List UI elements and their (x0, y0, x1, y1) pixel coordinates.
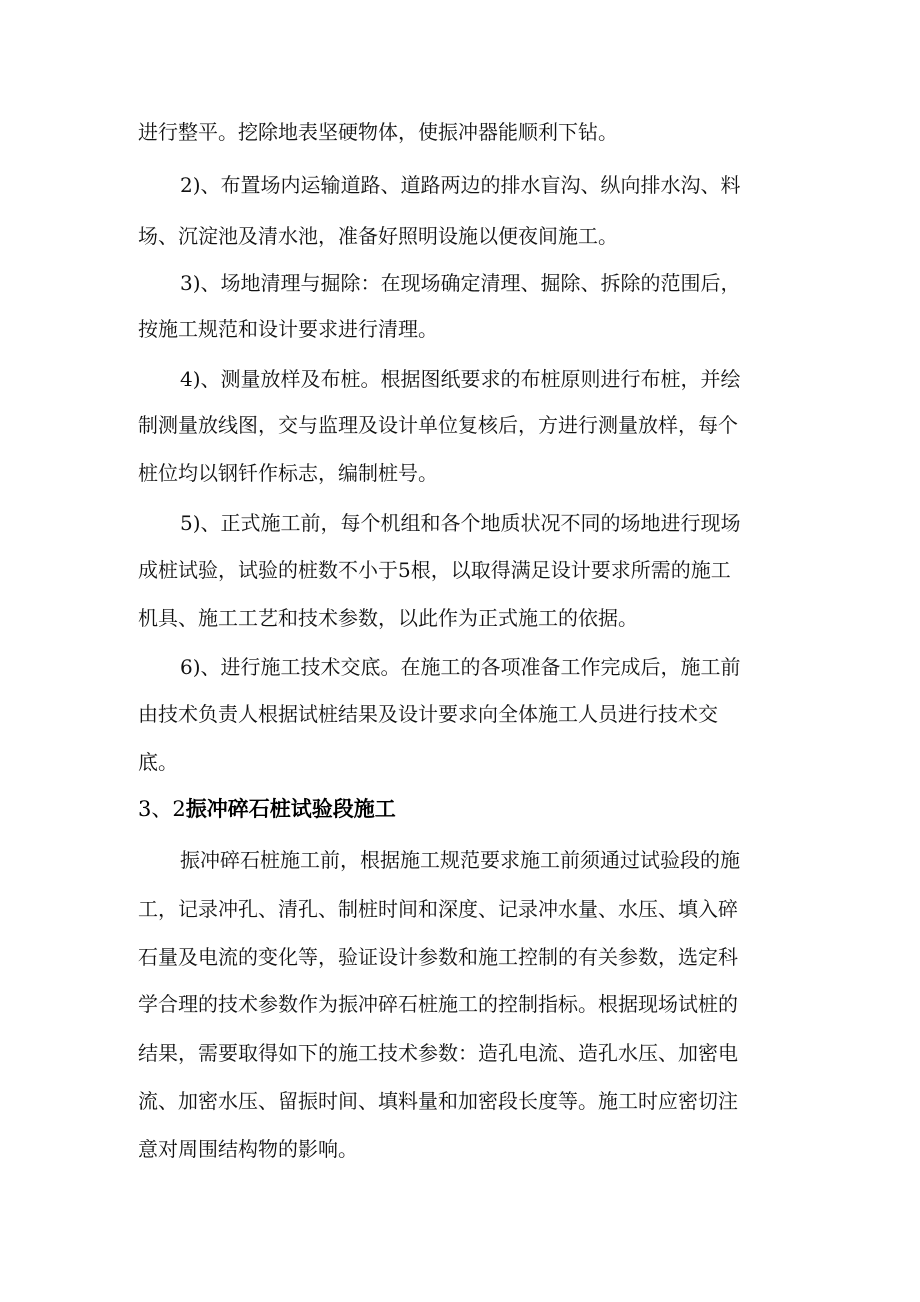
paragraph-line: 成桩试验，试验的桩数不小于5根，以取得满足设计要求所需的施工 (138, 558, 731, 582)
paragraph-line: 5)、正式施工前，每个机组和各个地质状况不同的场地进行现场 (180, 511, 741, 535)
paragraph-line: 结果，需要取得如下的施工技术参数：造孔电流、造孔水压、加密电 (138, 1041, 738, 1065)
paragraph-line: 场、沉淀池及清水池，准备好照明设施以便夜间施工。 (138, 224, 618, 248)
paragraph-line: 3)、场地清理与掘除：在现场确定清理、掘除、拆除的范围后， (180, 271, 741, 295)
paragraph-line: 流、加密水压、留振时间、填料量和加密段长度等。施工时应密切注 (138, 1089, 738, 1113)
paragraph-line: 意对周围结构物的影响。 (138, 1137, 358, 1161)
paragraph-line: 由技术负责人根据试桩结果及设计要求向全体施工人员进行技术交 (138, 702, 718, 726)
paragraph-line: 振冲碎石桩施工前，根据施工规范要求施工前须通过试验段的施 (180, 848, 740, 872)
paragraph-line: 按施工规范和设计要求进行清理。 (138, 317, 438, 341)
paragraph-line: 工，记录冲孔、清孔、制桩时间和深度、记录冲水量、水压、填入碎 (138, 897, 738, 921)
section-title: 振冲碎石桩试验段施工 (185, 797, 396, 821)
paragraph-line: 进行整平。挖除地表坚硬物体，使振冲器能顺利下钻。 (138, 120, 618, 144)
paragraph-line: 6)、进行施工技术交底。在施工的各项准备工作完成后，施工前 (180, 655, 741, 679)
paragraph-line: 桩位均以钢钎作标志，编制桩号。 (138, 461, 438, 485)
paragraph-line: 石量及电流的变化等，验证设计参数和施工控制的有关参数，选定科 (138, 945, 738, 969)
paragraph-line: 机具、施工工艺和技术参数，以此作为正式施工的依据。 (138, 606, 638, 630)
paragraph-line: 学合理的技术参数作为振冲碎石桩施工的控制指标。根据现场试桩的 (138, 992, 738, 1016)
paragraph-line: 2)、布置场内运输道路、道路两边的排水盲沟、纵向排水沟、料 (180, 173, 741, 197)
paragraph-line: 制测量放线图，交与监理及设计单位复核后，方进行测量放样，每个 (138, 413, 738, 437)
paragraph-line: 4)、测量放样及布桩。根据图纸要求的布桩原则进行布桩，并绘 (180, 367, 741, 391)
section-heading (138, 796, 396, 822)
paragraph-line: 底。 (138, 750, 178, 774)
section-number: 3、2 (138, 797, 186, 821)
